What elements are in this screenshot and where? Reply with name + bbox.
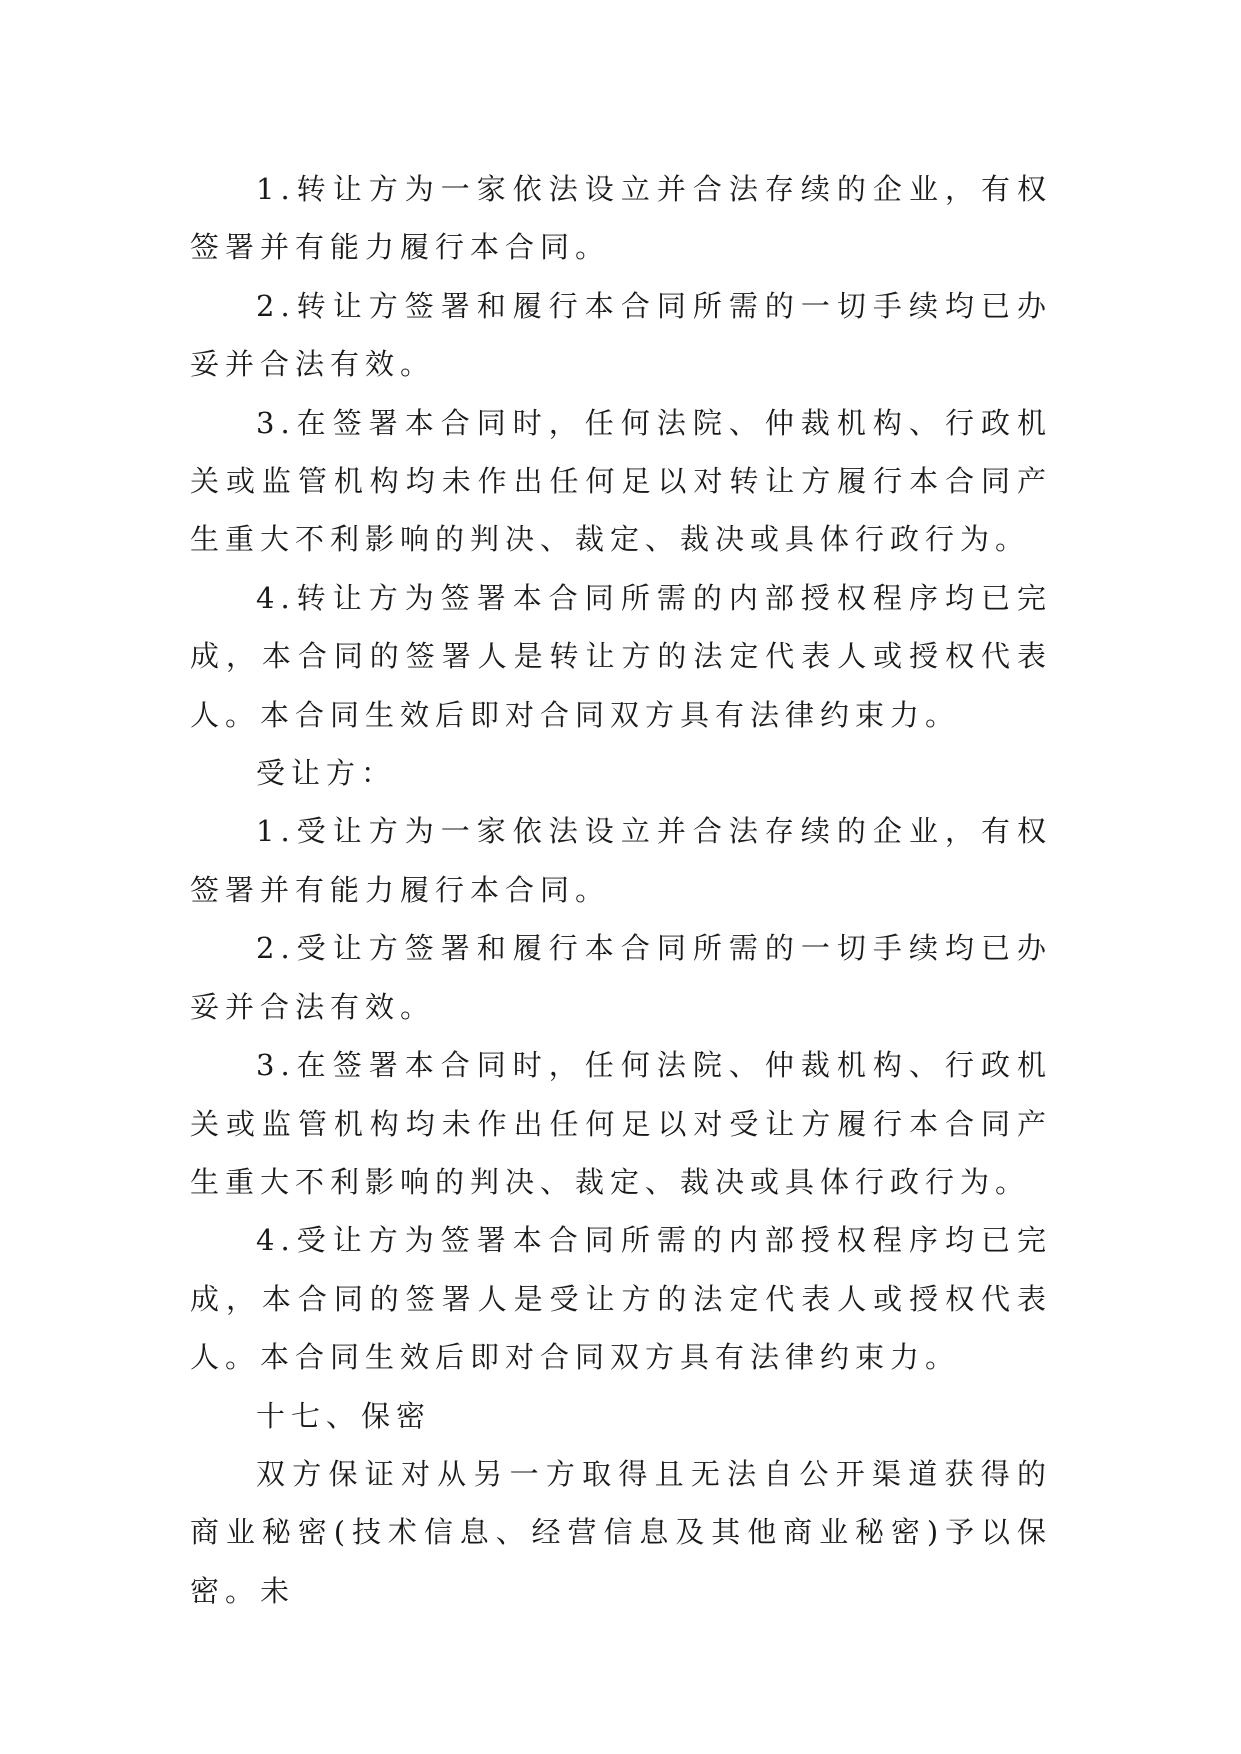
paragraph-transferor-item-2: 2.转让方签署和履行本合同所需的一切手续均已办妥并合法有效。 [190,288,1052,382]
paragraph-transferor-item-3: 3.在签署本合同时，任何法院、仲裁机构、行政机关或监管机构均未作出任何足以对转让方履行本合同产生重大不利影响的判决、裁定、裁决或具体行政行为。 [190,405,1052,557]
paragraph-transferee-item-4: 4.受让方为签署本合同所需的内部授权程序均已完成，本合同的签署人是受让方的法定代表人或授权代表人。本合同生效后即对合同双方具有法律约束力。 [190,1223,1052,1375]
paragraph-confidentiality: 双方保证对从另一方取得且无法自公开渠道获得的商业秘密(技术信息、经营信息及其他商业秘密)予以保密。未 [190,1456,1052,1608]
paragraph-transferee-item-2: 2.受让方签署和履行本合同所需的一切手续均已办妥并合法有效。 [190,931,1052,1024]
paragraph-transferee-item-1: 1.受让方为一家依法设立并合法存续的企业，有权签署并有能力履行本合同。 [190,814,1052,907]
paragraph-transferor-item-4: 4.转让方为签署本合同所需的内部授权程序均已完成，本合同的签署人是转让方的法定代表人或授权代表人。本合同生效后即对合同双方具有法律约束力。 [190,580,1052,732]
document-body [190,160,1052,1620]
heading-transferee: 受让方： [256,756,397,791]
section-heading-confidentiality: 十七、保密 [256,1398,432,1433]
paragraph-transferee-item-3: 3.在签署本合同时，任何法院、仲裁机构、行政机关或监管机构均未作出任何足以对受让方履行本合同产生重大不利影响的判决、裁定、裁决或具体行政行为。 [190,1048,1052,1199]
paragraph-transferor-item-1: 1.转让方为一家依法设立并合法存续的企业，有权签署并有能力履行本合同。 [190,172,1052,265]
